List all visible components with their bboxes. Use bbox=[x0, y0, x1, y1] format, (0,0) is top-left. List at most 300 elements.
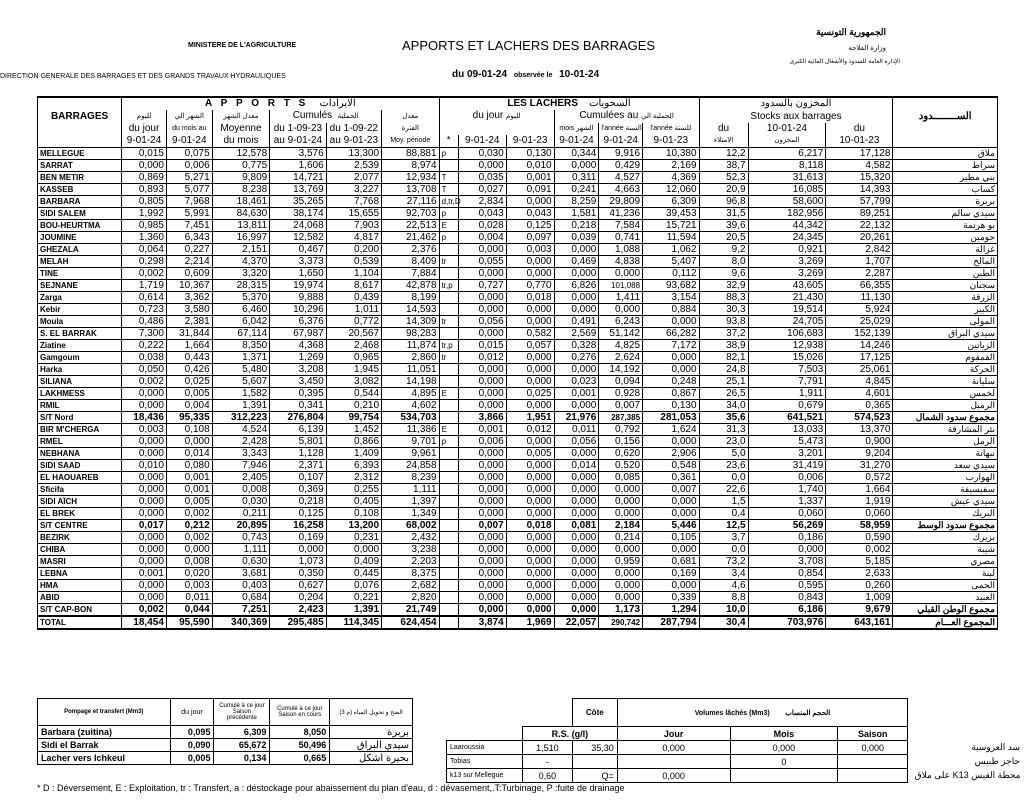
lacher-flag bbox=[439, 244, 458, 256]
lacher-value: 0,000 bbox=[643, 316, 700, 328]
apport-value: 1,650 bbox=[270, 268, 326, 280]
apport-value: 84,630 bbox=[212, 208, 270, 220]
apport-value: 2,151 bbox=[212, 244, 270, 256]
apport-value: 0,169 bbox=[270, 532, 326, 544]
stock-value: 58,959 bbox=[826, 520, 893, 532]
stock-value: 9,204 bbox=[826, 448, 893, 460]
stock-value: 17,128 bbox=[826, 148, 893, 160]
lacher-value: 0,007 bbox=[458, 520, 506, 532]
apport-value: 114,345 bbox=[326, 616, 381, 629]
stock-value: 4,601 bbox=[826, 388, 893, 400]
dam-name: S. EL BARRAK bbox=[38, 328, 122, 340]
stock-value: 1,337 bbox=[748, 496, 826, 508]
c7-date: 9-01-24 bbox=[458, 135, 506, 148]
c3-date: du mois bbox=[212, 135, 270, 148]
dam-name-ar: الزياتين bbox=[893, 340, 998, 352]
blank bbox=[908, 699, 1024, 727]
stock-value: 9,679 bbox=[826, 604, 893, 617]
rs-header: R.S. (g/l) bbox=[522, 727, 617, 741]
c1-date: 9-01-24 bbox=[122, 135, 167, 148]
lacher-value: 2,834 bbox=[458, 196, 506, 208]
stock-value: 73,2 bbox=[699, 556, 748, 568]
dam-name-ar: الحركة bbox=[893, 364, 998, 376]
stock-value: 15,320 bbox=[826, 172, 893, 184]
blank bbox=[447, 699, 523, 727]
stock-value: 14,393 bbox=[826, 184, 893, 196]
lacher-value: 0,328 bbox=[554, 340, 599, 352]
stock-value: 0,4 bbox=[699, 508, 748, 520]
lacher-value: 0,000 bbox=[554, 304, 599, 316]
dam-name-ar: سليانة bbox=[893, 376, 998, 388]
lacher-flag bbox=[439, 544, 458, 556]
lacher-value: 2,906 bbox=[643, 448, 700, 460]
pumping-row bbox=[38, 752, 413, 765]
apport-value: 0,030 bbox=[212, 496, 270, 508]
apport-value: 0,212 bbox=[166, 520, 212, 532]
lacher-flag bbox=[439, 580, 458, 592]
apport-value: 11,051 bbox=[382, 364, 440, 376]
pumping-value: 0,005 bbox=[170, 752, 214, 765]
dam-name-ar: بو هرتمة bbox=[893, 220, 998, 232]
apport-value: 2,468 bbox=[326, 340, 381, 352]
lacher-flag bbox=[439, 496, 458, 508]
lacher-value: 7,584 bbox=[599, 220, 643, 232]
dam-name: Sficifa bbox=[38, 484, 122, 496]
apport-value: 1,269 bbox=[270, 352, 326, 364]
lacher-value: 0,000 bbox=[458, 304, 506, 316]
volume-row bbox=[447, 769, 1024, 783]
lacher-value: 0,000 bbox=[506, 580, 554, 592]
apport-value: 0,014 bbox=[166, 448, 212, 460]
apport-value: 0,000 bbox=[122, 508, 167, 520]
apport-value: 3,580 bbox=[166, 304, 212, 316]
dam-name-ar: المولى bbox=[893, 316, 998, 328]
c9-date: 9-01-24 bbox=[554, 135, 599, 148]
apport-value: 6,139 bbox=[270, 424, 326, 436]
apport-value: 3,227 bbox=[326, 184, 381, 196]
apport-value: 0,544 bbox=[326, 388, 381, 400]
apport-value: 4,817 bbox=[326, 232, 381, 244]
apport-value: 38,174 bbox=[270, 208, 326, 220]
apport-value: 0,015 bbox=[122, 148, 167, 160]
arabic-direction: الإدارة العامة للسدود والأشغال المائية الكبرى bbox=[789, 59, 900, 65]
lacher-value: 0,000 bbox=[554, 472, 599, 484]
apport-value: 0,869 bbox=[122, 172, 167, 184]
c10-label: l'année السنة bbox=[599, 123, 643, 135]
stock-value: 23,0 bbox=[699, 436, 748, 448]
stocks-header: Stocks aux barrages bbox=[699, 110, 893, 123]
stock-value: 7,503 bbox=[748, 364, 826, 376]
apport-value: 9,809 bbox=[212, 172, 270, 184]
apport-value: 0,403 bbox=[212, 580, 270, 592]
lacher-value: 0,005 bbox=[506, 448, 554, 460]
cumules-header: Cumulés الجملية bbox=[270, 110, 382, 123]
apport-value: 0,107 bbox=[270, 472, 326, 484]
lachers-header: LES LACHERS السحويات bbox=[439, 97, 699, 110]
lacher-value: 0,043 bbox=[506, 208, 554, 220]
dam-name-ar: بربرة bbox=[893, 196, 998, 208]
apport-value: 2,371 bbox=[270, 460, 326, 472]
apport-value: 2,381 bbox=[166, 316, 212, 328]
lacher-value: 0,000 bbox=[599, 592, 643, 604]
apport-value: 31,844 bbox=[166, 328, 212, 340]
apport-value: 0,003 bbox=[166, 580, 212, 592]
lacher-value: 0,520 bbox=[599, 460, 643, 472]
lacher-value: 0,000 bbox=[458, 556, 506, 568]
apport-value: 16,258 bbox=[270, 520, 326, 532]
lacher-value: 0,000 bbox=[506, 496, 554, 508]
volume-saison bbox=[838, 769, 908, 783]
stock-value: 1,919 bbox=[826, 496, 893, 508]
apport-value: 7,884 bbox=[382, 268, 440, 280]
stock-value: 10,0 bbox=[699, 604, 748, 617]
lacher-value: 0,884 bbox=[643, 304, 700, 316]
apport-value: 11,874 bbox=[382, 340, 440, 352]
blank bbox=[522, 699, 572, 727]
apport-value: 0,000 bbox=[270, 544, 326, 556]
stock-value: 0,572 bbox=[826, 472, 893, 484]
table-row bbox=[38, 616, 998, 629]
dam-name: JOUMINE bbox=[38, 232, 122, 244]
dam-name: BIR M'CHERGA bbox=[38, 424, 122, 436]
stock-value: 1,911 bbox=[748, 388, 826, 400]
table-row bbox=[38, 592, 998, 604]
dam-name-ar: سيدي سعد bbox=[893, 460, 998, 472]
apport-value: 1,073 bbox=[270, 556, 326, 568]
dam-name-ar: مجموع الوطن القبلي bbox=[893, 604, 998, 617]
pumping-head-jour: du jour bbox=[170, 699, 214, 726]
lacher-value: 0,003 bbox=[506, 244, 554, 256]
lacher-value: 21,976 bbox=[554, 412, 599, 424]
apport-value: 0,227 bbox=[166, 244, 212, 256]
stock-value: 641,521 bbox=[748, 412, 826, 424]
c3-ar: معدل الشهر bbox=[212, 110, 270, 123]
stock-value: 643,161 bbox=[826, 616, 893, 629]
stock-value: 44,342 bbox=[748, 220, 826, 232]
lacher-value: 0,105 bbox=[643, 532, 700, 544]
dam-name: HMA bbox=[38, 580, 122, 592]
dam-name: TOTAL bbox=[38, 616, 122, 629]
table-row bbox=[38, 292, 998, 304]
lacher-value: 0,091 bbox=[506, 184, 554, 196]
table-row bbox=[38, 604, 998, 617]
pumping-name-ar: بربرة bbox=[330, 726, 413, 739]
table-row bbox=[38, 244, 998, 256]
table-row bbox=[38, 340, 998, 352]
lacher-flag: p bbox=[439, 208, 458, 220]
apport-value: 0,614 bbox=[122, 292, 167, 304]
cumulees-header: Cumulées au الجملية الي bbox=[554, 110, 699, 123]
lacher-value: 0,000 bbox=[458, 364, 506, 376]
stock-value: 39,6 bbox=[699, 220, 748, 232]
volume-mois bbox=[730, 769, 838, 783]
volume-name: k13 sur Mellegue bbox=[447, 769, 523, 783]
lacher-value: 0,023 bbox=[554, 376, 599, 388]
dam-name-ar: لبنة bbox=[893, 568, 998, 580]
dam-name: Ziatine bbox=[38, 340, 122, 352]
apport-value: 1,104 bbox=[326, 268, 381, 280]
apport-value: 1,111 bbox=[382, 484, 440, 496]
pumping-row bbox=[38, 726, 413, 739]
lacher-value: 287,794 bbox=[643, 616, 700, 629]
apport-value: 0,000 bbox=[122, 496, 167, 508]
stock-value: 5,924 bbox=[826, 304, 893, 316]
stock-value: 22,132 bbox=[826, 220, 893, 232]
stock-value: 24,8 bbox=[699, 364, 748, 376]
lacher-value: 1,173 bbox=[599, 604, 643, 617]
apport-value: 21,749 bbox=[382, 604, 440, 617]
du-label: du bbox=[452, 69, 465, 80]
lacher-value: 0,311 bbox=[554, 172, 599, 184]
saison-header: Saison bbox=[838, 727, 908, 741]
lacher-flag: p bbox=[439, 436, 458, 448]
apport-value: 2,682 bbox=[382, 580, 440, 592]
lacher-value: 0,125 bbox=[506, 220, 554, 232]
lacher-value: 0,361 bbox=[643, 472, 700, 484]
lacher-value: 281,053 bbox=[643, 412, 700, 424]
c2-label: du mois au bbox=[166, 123, 212, 135]
stock-value: 88,3 bbox=[699, 292, 748, 304]
lacher-value: 0,000 bbox=[458, 292, 506, 304]
lacher-value: 0,000 bbox=[643, 352, 700, 364]
stock-value: 0,060 bbox=[748, 508, 826, 520]
stock-value: 15,026 bbox=[748, 352, 826, 364]
lacher-flag: tr bbox=[439, 352, 458, 364]
apport-value: 2,428 bbox=[212, 436, 270, 448]
apport-value: 0,125 bbox=[270, 508, 326, 520]
apport-value: 3,373 bbox=[270, 256, 326, 268]
volume-rs: - bbox=[522, 755, 572, 769]
lacher-value: 0,000 bbox=[599, 508, 643, 520]
stock-value: 82,1 bbox=[699, 352, 748, 364]
lacher-value: 0,018 bbox=[506, 292, 554, 304]
lacher-flag bbox=[439, 568, 458, 580]
apport-value: 0,000 bbox=[122, 484, 167, 496]
stock-value: 2,633 bbox=[826, 568, 893, 580]
dam-name: LAKHMESS bbox=[38, 388, 122, 400]
dam-name-ar: الزرقة bbox=[893, 292, 998, 304]
stock-value: 152,139 bbox=[826, 328, 893, 340]
apport-value: 0,000 bbox=[122, 160, 167, 172]
apport-value: 14,721 bbox=[270, 172, 326, 184]
apport-value: 0,298 bbox=[122, 256, 167, 268]
dam-name: ABID bbox=[38, 592, 122, 604]
lacher-value: 39,453 bbox=[643, 208, 700, 220]
apport-value: 0,627 bbox=[270, 580, 326, 592]
lacher-value: 0,007 bbox=[599, 400, 643, 412]
apport-value: 0,609 bbox=[166, 268, 212, 280]
apport-value: 1,452 bbox=[326, 424, 381, 436]
stocks-header-ar: المخزون بالسدود bbox=[699, 97, 893, 110]
stock-value: 37,2 bbox=[699, 328, 748, 340]
lacher-value: 0,000 bbox=[506, 544, 554, 556]
c6-ar: معدل bbox=[382, 110, 440, 123]
stock-value: 1,740 bbox=[748, 484, 826, 496]
pumping-value: 0,665 bbox=[270, 752, 330, 765]
lacher-value: 0,081 bbox=[554, 520, 599, 532]
dam-name: RMIL bbox=[38, 400, 122, 412]
c2-date: 9-01-24 bbox=[166, 135, 212, 148]
date-observee: 10-01-24 bbox=[559, 69, 600, 80]
apport-value: 0,486 bbox=[122, 316, 167, 328]
stock-value: 22,6 bbox=[699, 484, 748, 496]
apport-value: 0,222 bbox=[122, 340, 167, 352]
volumes-table bbox=[446, 698, 1024, 783]
dam-name-ar: الرمل bbox=[893, 436, 998, 448]
stock-value: 43,605 bbox=[748, 280, 826, 292]
apport-value: 1,719 bbox=[122, 280, 167, 292]
stock-value: 0,0 bbox=[699, 544, 748, 556]
apport-value: 295,485 bbox=[270, 616, 326, 629]
dam-name-ar: بني مطير bbox=[893, 172, 998, 184]
apport-value: 0,011 bbox=[166, 592, 212, 604]
apport-value: 22,513 bbox=[382, 220, 440, 232]
lacher-flag bbox=[439, 616, 458, 629]
sudud-header: الســــــــدود bbox=[893, 110, 998, 123]
c2-ar: الشهر الي bbox=[166, 110, 212, 123]
apport-value: 3,450 bbox=[270, 376, 326, 388]
apport-value: 1,371 bbox=[212, 352, 270, 364]
apport-value: 0,000 bbox=[122, 472, 167, 484]
lacher-value: 4,825 bbox=[599, 340, 643, 352]
apport-value: 0,005 bbox=[166, 388, 212, 400]
lacher-value: 29,809 bbox=[599, 196, 643, 208]
lacher-flag bbox=[439, 484, 458, 496]
apport-value: 7,903 bbox=[326, 220, 381, 232]
apport-value: 0,350 bbox=[270, 568, 326, 580]
apport-value: 0,006 bbox=[166, 160, 212, 172]
apport-value: 5,271 bbox=[166, 172, 212, 184]
dam-name: Moula bbox=[38, 316, 122, 328]
dam-name-ar: بئر المشارقة bbox=[893, 424, 998, 436]
lacher-value: 1,294 bbox=[643, 604, 700, 617]
pumping-value: 0,095 bbox=[170, 726, 214, 739]
dam-name-ar: الحمى bbox=[893, 580, 998, 592]
dam-name: S/T CAP-BON bbox=[38, 604, 122, 617]
volumes-title: Volumes lâchés (Mm3) الحجم المنساب bbox=[617, 699, 907, 727]
lacher-value: 0,025 bbox=[506, 388, 554, 400]
apport-value: 0,369 bbox=[270, 484, 326, 496]
stock-value: 31,419 bbox=[748, 460, 826, 472]
apport-value: 1,582 bbox=[212, 388, 270, 400]
apport-value: 19,974 bbox=[270, 280, 326, 292]
apport-value: 1,391 bbox=[326, 604, 381, 617]
dam-name: Zarga bbox=[38, 292, 122, 304]
apport-value: 0,000 bbox=[122, 580, 167, 592]
stock-value: 13,370 bbox=[826, 424, 893, 436]
lacher-value: 51,142 bbox=[599, 328, 643, 340]
lacher-value: 22,057 bbox=[554, 616, 599, 629]
stock-value: 3,4 bbox=[699, 568, 748, 580]
lacher-value: 0,000 bbox=[458, 532, 506, 544]
lacher-value: 0,000 bbox=[554, 604, 599, 617]
apport-value: 2,077 bbox=[326, 172, 381, 184]
apport-value: 14,198 bbox=[382, 376, 440, 388]
stock-value: 6,186 bbox=[748, 604, 826, 617]
stock-value: 0,854 bbox=[748, 568, 826, 580]
apport-value: 0,002 bbox=[166, 532, 212, 544]
apport-value: 28,315 bbox=[212, 280, 270, 292]
lacher-value: 0,000 bbox=[506, 556, 554, 568]
apport-value: 8,974 bbox=[382, 160, 440, 172]
lacher-value: 0,039 bbox=[554, 232, 599, 244]
stock-value: 0,365 bbox=[826, 400, 893, 412]
stock-value: 20,9 bbox=[699, 184, 748, 196]
apport-value: 0,003 bbox=[122, 424, 167, 436]
dam-name-ar: سيدي عيش bbox=[893, 496, 998, 508]
page-title: APPORTS ET LACHERS DES BARRAGES bbox=[402, 38, 656, 53]
lacher-value: 0,043 bbox=[458, 208, 506, 220]
apport-value: 8,617 bbox=[326, 280, 381, 292]
stock-value: 30,4 bbox=[699, 616, 748, 629]
apport-value: 18,454 bbox=[122, 616, 167, 629]
dam-name: TINE bbox=[38, 268, 122, 280]
lacher-value: 287,385 bbox=[599, 412, 643, 424]
stock-value: 31,613 bbox=[748, 172, 826, 184]
lacher-value: 15,721 bbox=[643, 220, 700, 232]
cote-header: Côte bbox=[572, 699, 617, 727]
stock-value: 9,2 bbox=[699, 244, 748, 256]
table-row bbox=[38, 148, 998, 160]
dam-name: Harka bbox=[38, 364, 122, 376]
lacher-value: 0,000 bbox=[643, 544, 700, 556]
c6-date: Moy. période bbox=[382, 135, 440, 148]
apport-value: 0,341 bbox=[270, 400, 326, 412]
lacher-value: 0,000 bbox=[554, 448, 599, 460]
dam-name: NEBHANA bbox=[38, 448, 122, 460]
apport-value: 0,008 bbox=[166, 556, 212, 568]
volume-name: Laaroussia bbox=[447, 741, 523, 755]
lacher-value: 0,000 bbox=[458, 580, 506, 592]
apport-value: 0,008 bbox=[212, 484, 270, 496]
apport-value: 0,002 bbox=[122, 604, 167, 617]
stock-value: 0,595 bbox=[748, 580, 826, 592]
lacher-value: 0,000 bbox=[506, 268, 554, 280]
apport-value: 18,461 bbox=[212, 196, 270, 208]
stock-value: 96,8 bbox=[699, 196, 748, 208]
stock-value: 3,7 bbox=[699, 532, 748, 544]
lacher-value: 0,959 bbox=[599, 556, 643, 568]
lacher-value: 1,088 bbox=[599, 244, 643, 256]
stock-value: 0,843 bbox=[748, 592, 826, 604]
apport-value: 0,002 bbox=[122, 376, 167, 388]
dam-name: EL HAOUAREB bbox=[38, 472, 122, 484]
volume-mois: 0 bbox=[730, 755, 838, 769]
apport-value: 20,567 bbox=[326, 328, 381, 340]
apport-value: 21,462 bbox=[382, 232, 440, 244]
apport-value: 0,076 bbox=[326, 580, 381, 592]
apport-value: 5,801 bbox=[270, 436, 326, 448]
apport-value: 5,480 bbox=[212, 364, 270, 376]
apport-value: 3,681 bbox=[212, 568, 270, 580]
lacher-value: 93,682 bbox=[643, 280, 700, 292]
pumping-head-curr: Cumulé à ce jour Saison en cours bbox=[270, 699, 330, 726]
lacher-value: 0,000 bbox=[506, 436, 554, 448]
dam-name-ar: مصري bbox=[893, 556, 998, 568]
lacher-value: 0,028 bbox=[458, 220, 506, 232]
apport-value: 1,349 bbox=[382, 508, 440, 520]
stock-value: 0,900 bbox=[826, 436, 893, 448]
table-row bbox=[38, 520, 998, 532]
table-row bbox=[38, 376, 998, 388]
lacher-value: 0,000 bbox=[458, 604, 506, 617]
volume-cote: 35,30 bbox=[572, 741, 617, 755]
apport-value: 4,895 bbox=[382, 388, 440, 400]
dam-name-ar: المجموع العـــام bbox=[893, 616, 998, 629]
pumping-value: 65,672 bbox=[214, 739, 270, 752]
stock-value: 3,269 bbox=[748, 268, 826, 280]
stock-value: 0,0 bbox=[699, 472, 748, 484]
